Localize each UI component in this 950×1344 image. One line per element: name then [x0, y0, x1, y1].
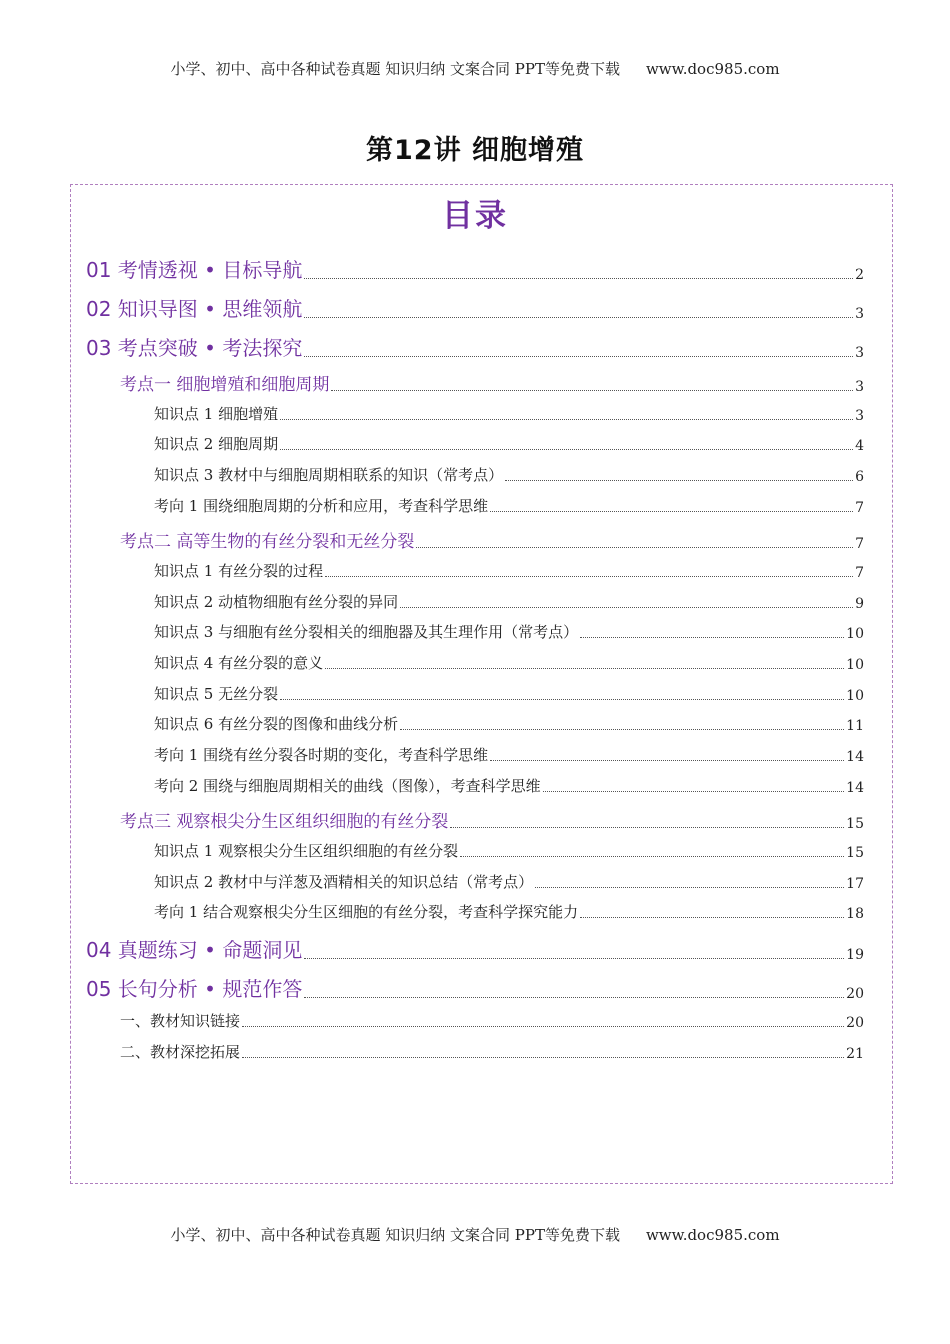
toc-entry-page: 3 [855, 306, 864, 322]
toc-entry-label: 01 考情透视 • 目标导航 [86, 258, 303, 282]
leader-dots [490, 760, 844, 761]
toc-entry-page: 10 [846, 688, 864, 704]
toc-entry-item[interactable] [154, 433, 864, 454]
toc-entry-page: 3 [855, 379, 864, 395]
toc-entry-page: 4 [855, 438, 864, 454]
leader-dots [331, 390, 853, 391]
toc-entry-page: 15 [846, 816, 864, 832]
toc-heading: 目录 [442, 198, 508, 234]
leader-dots [304, 317, 853, 318]
footer-site-link[interactable]: www.doc985.com [645, 1226, 780, 1244]
toc-entry-section-03[interactable] [86, 332, 864, 361]
toc-entry-item[interactable] [120, 1010, 864, 1031]
toc-entry-page: 7 [855, 565, 864, 581]
toc-entry-item[interactable] [154, 775, 864, 796]
leader-dots [450, 827, 844, 828]
toc-entry-item[interactable] [154, 464, 864, 485]
toc-entry-page: 14 [846, 749, 864, 765]
toc-entry-label: 知识点 3 与细胞有丝分裂相关的细胞器及其生理作用（常考点） [154, 623, 579, 641]
toc-entry-page: 21 [846, 1046, 864, 1062]
header-site-link[interactable]: www.doc985.com [645, 60, 780, 78]
toc-entry-page: 7 [855, 500, 864, 516]
leader-dots [325, 668, 844, 669]
leader-dots [280, 419, 853, 420]
toc-entry-label: 知识点 4 有丝分裂的意义 [154, 654, 324, 672]
document-title: 第12讲 细胞增殖 [366, 135, 584, 166]
toc-entry-topic-2[interactable] [120, 527, 864, 552]
toc-entry-page: 10 [846, 626, 864, 642]
leader-dots [400, 607, 853, 608]
toc-entry-label: 考点二 高等生物的有丝分裂和无丝分裂 [120, 532, 415, 552]
toc-entry-item[interactable] [120, 1041, 864, 1062]
toc-entry-label: 知识点 2 细胞周期 [154, 435, 279, 453]
toc-entry-section-02[interactable] [86, 293, 864, 322]
toc-entry-label: 知识点 6 有丝分裂的图像和曲线分析 [154, 715, 399, 733]
leader-dots [490, 511, 853, 512]
toc-entry-item[interactable] [154, 560, 864, 581]
leader-dots [304, 356, 853, 357]
toc-entry-label: 一、教材知识链接 [120, 1012, 241, 1030]
toc-entry-page: 7 [855, 536, 864, 552]
toc-entry-page: 11 [846, 718, 864, 734]
leader-dots [304, 278, 853, 279]
toc-entry-label: 05 长句分析 • 规范作答 [86, 977, 303, 1001]
toc-entry-label: 知识点 5 无丝分裂 [154, 685, 279, 703]
toc-entry-item[interactable] [154, 591, 864, 612]
toc-entry-label: 考点三 观察根尖分生区组织细胞的有丝分裂 [120, 812, 449, 832]
toc-entry-item[interactable] [154, 683, 864, 704]
leader-dots [304, 958, 844, 959]
toc-entry-label: 二、教材深挖拓展 [120, 1043, 241, 1061]
page-header [0, 58, 950, 79]
toc-entry-item[interactable] [154, 652, 864, 673]
leader-dots [505, 480, 853, 481]
toc-entry-item[interactable] [154, 840, 864, 861]
toc-entry-page: 6 [855, 469, 864, 485]
toc-entry-page: 9 [855, 596, 864, 612]
leader-dots [280, 699, 844, 700]
toc-entry-label: 知识点 1 有丝分裂的过程 [154, 562, 324, 580]
toc-entry-label: 02 知识导图 • 思维领航 [86, 297, 303, 321]
toc-entry-topic-1[interactable] [120, 370, 864, 395]
toc-entry-label: 考点一 细胞增殖和细胞周期 [120, 375, 330, 395]
toc-entry-item[interactable] [154, 713, 864, 734]
toc-entry-page: 19 [846, 947, 864, 963]
toc-entry-page: 17 [846, 876, 864, 892]
header-text: 小学、初中、高中各种试卷真题 知识归纳 文案合同 PPT等免费下载 [170, 60, 620, 78]
leader-dots [535, 887, 844, 888]
toc-entry-page: 3 [855, 345, 864, 361]
page-footer [0, 1224, 950, 1245]
toc-entry-label: 知识点 2 动植物细胞有丝分裂的异同 [154, 593, 399, 611]
toc-entry-page: 3 [855, 408, 864, 424]
toc-entry-label: 考向 1 围绕有丝分裂各时期的变化，考查科学思维 [154, 746, 489, 764]
toc-entry-label: 考向 1 围绕细胞周期的分析和应用，考查科学思维 [154, 497, 489, 515]
toc-entry-page: 18 [846, 906, 864, 922]
toc-entry-page: 2 [855, 267, 864, 283]
toc-entry-topic-3[interactable] [120, 807, 864, 832]
leader-dots [580, 637, 844, 638]
toc-entry-label: 03 考点突破 • 考法探究 [86, 336, 303, 360]
toc-entry-label: 考向 1 结合观察根尖分生区细胞的有丝分裂，考查科学探究能力 [154, 903, 579, 921]
toc-entry-item[interactable] [154, 495, 864, 516]
toc-entry-label: 知识点 3 教材中与细胞周期相联系的知识（常考点） [154, 466, 504, 484]
toc-entry-label: 知识点 1 细胞增殖 [154, 405, 279, 423]
leader-dots [416, 547, 853, 548]
toc-entry-item[interactable] [154, 871, 864, 892]
toc-entry-section-04[interactable] [86, 934, 864, 963]
leader-dots [304, 997, 844, 998]
leader-dots [400, 729, 844, 730]
toc-entry-item[interactable] [154, 621, 864, 642]
leader-dots [242, 1026, 844, 1027]
toc-entry-label: 知识点 2 教材中与洋葱及酒精相关的知识总结（常考点） [154, 873, 534, 891]
toc-entry-page: 10 [846, 657, 864, 673]
leader-dots [325, 576, 853, 577]
toc-entry-label: 04 真题练习 • 命题洞见 [86, 938, 303, 962]
footer-text: 小学、初中、高中各种试卷真题 知识归纳 文案合同 PPT等免费下载 [170, 1226, 620, 1244]
leader-dots [280, 449, 853, 450]
toc-entry-label: 考向 2 围绕与细胞周期相关的曲线（图像），考查科学思维 [154, 777, 541, 795]
leader-dots [242, 1057, 844, 1058]
toc-entry-section-01[interactable] [86, 254, 864, 283]
toc-entry-page: 20 [846, 986, 864, 1002]
leader-dots [580, 917, 844, 918]
toc-entry-page: 20 [846, 1015, 864, 1031]
toc-entry-page: 14 [846, 780, 864, 796]
leader-dots [543, 791, 845, 792]
toc-entry-section-05[interactable] [86, 973, 864, 1002]
leader-dots [460, 856, 844, 857]
toc-entry-page: 15 [846, 845, 864, 861]
toc-entry-item[interactable] [154, 901, 864, 922]
toc-entry-label: 知识点 1 观察根尖分生区组织细胞的有丝分裂 [154, 842, 459, 860]
toc-entry-item[interactable] [154, 403, 864, 424]
toc-entry-item[interactable] [154, 744, 864, 765]
